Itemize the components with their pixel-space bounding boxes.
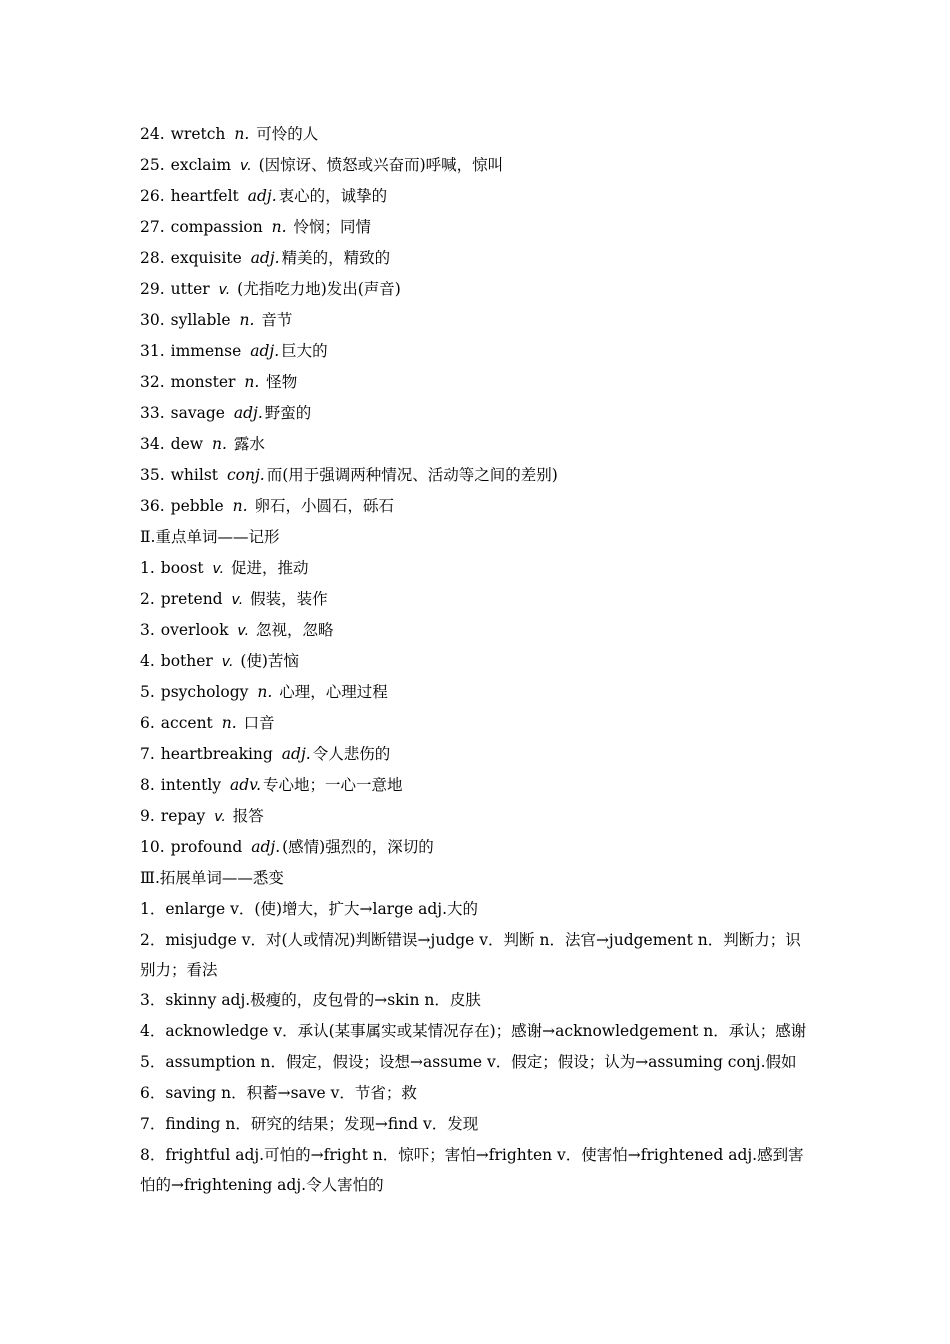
derivation-item: 2．misjudge v．对(人或情况)判断错误→judge v．判断 n．法官→judgement n．判断力；识别力；看法 xyxy=(140,931,801,979)
vocab-item: 25. exclaim v. (因惊讶、愤怒或兴奋而)呼喊，惊叫 xyxy=(140,156,504,174)
vocab-item: 2. pretend v. 假装，装作 xyxy=(140,590,328,608)
vocab-item: 29. utter v. (尤指吃力地)发出(声音) xyxy=(140,280,401,298)
derivation-item: 3．skinny adj.极瘦的，皮包骨的→skin n．皮肤 xyxy=(140,991,481,1009)
vocab-item: 5. psychology n. 心理，心理过程 xyxy=(140,683,388,701)
section-heading: Ⅲ.拓展单词——悉变 xyxy=(140,869,284,887)
vocab-item: 6. accent n. 口音 xyxy=(140,714,275,732)
vocab-item: 33. savage adj. 野蛮的 xyxy=(140,404,312,422)
section-heading: Ⅱ.重点单词——记形 xyxy=(140,528,280,546)
derivation-item: 8．frightful adj.可怕的→fright n．惊吓；害怕→frighten v．使害怕→frightened adj.感到害怕的→frightening adj.令人害怕的 xyxy=(140,1146,804,1194)
vocab-item: 10. profound adj. (感情)强烈的，深切的 xyxy=(140,838,434,856)
document-page xyxy=(140,119,812,1200)
vocab-item: 32. monster n. 怪物 xyxy=(140,373,298,391)
vocab-item: 8. intently adv. 专心地；一心一意地 xyxy=(140,776,403,794)
vocab-item: 35. whilst conj. 而(用于强调两种情况、活动等之间的差别) xyxy=(140,466,558,484)
vocab-item: 36. pebble n. 卵石，小圆石，砾石 xyxy=(140,497,395,515)
vocab-item: 7. heartbreaking adj. 令人悲伤的 xyxy=(140,745,391,763)
derivation-item: 7．finding n．研究的结果；发现→find v．发现 xyxy=(140,1115,479,1133)
vocab-item: 26. heartfelt adj. 衷心的，诚挚的 xyxy=(140,187,388,205)
vocab-item: 28. exquisite adj. 精美的，精致的 xyxy=(140,249,391,267)
vocab-item: 3. overlook v. 忽视，忽略 xyxy=(140,621,334,639)
derivation-item: 1．enlarge v．(使)增大，扩大→large adj.大的 xyxy=(140,900,479,918)
vocab-item: 27. compassion n. 怜悯；同情 xyxy=(140,218,372,236)
vocab-item: 1. boost v. 促进，推动 xyxy=(140,559,309,577)
vocab-item: 9. repay v. 报答 xyxy=(140,807,264,825)
vocab-item: 24. wretch n. 可怜的人 xyxy=(140,125,319,143)
vocab-item: 4. bother v. (使)苦恼 xyxy=(140,652,299,670)
vocab-item: 30. syllable n. 音节 xyxy=(140,311,293,329)
vocab-item: 31. immense adj. 巨大的 xyxy=(140,342,328,360)
derivation-item: 4．acknowledge v．承认(某事属实或某情况存在)；感谢→acknowledgement n．承认；感谢 xyxy=(140,1022,807,1040)
derivation-item: 5．assumption n．假定，假设；设想→assume v．假定；假设；认为→assuming conj.假如 xyxy=(140,1053,797,1071)
vocab-item: 34. dew n. 露水 xyxy=(140,435,265,453)
derivation-item: 6．saving n．积蓄→save v．节省；救 xyxy=(140,1084,417,1102)
